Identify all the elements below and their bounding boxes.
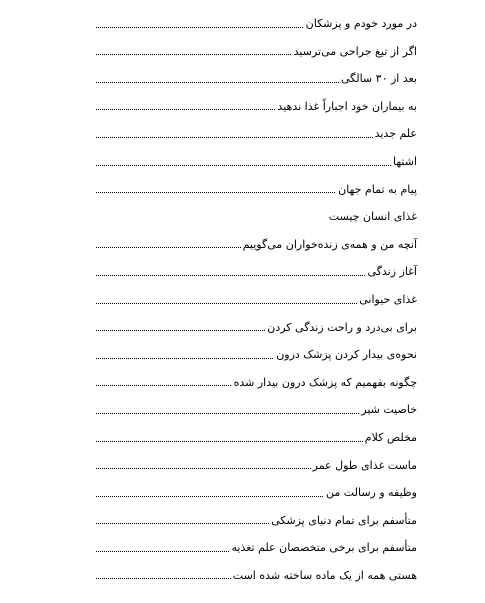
toc-entry <box>96 63 417 91</box>
toc-section-heading <box>96 201 417 229</box>
toc-entry-title: خاصیت شیر <box>359 396 417 424</box>
toc-entry <box>96 560 417 588</box>
toc-entry <box>96 450 417 478</box>
toc-entry <box>96 256 417 284</box>
toc-entry <box>96 339 417 367</box>
toc-entry-title: علم جدید <box>373 120 417 148</box>
toc-entry-title: متأسفم برای تمام دنیای پزشکی <box>269 507 417 535</box>
toc-entry <box>96 312 417 340</box>
toc-entry-title: برای بی‌درد و راحت زندگی کردن <box>265 314 417 342</box>
toc-entry <box>96 36 417 64</box>
dot-leader <box>96 165 417 166</box>
toc-entry <box>96 91 417 119</box>
toc-entry-title: ماست غذای طول عمر <box>311 452 417 480</box>
toc-entry-title: در مورد خودم و پزشکان <box>304 10 417 38</box>
toc-entry-title: وظیفه و رسالت من <box>324 479 417 507</box>
toc-entry-title: بعد از ۳۰ سالگی <box>339 65 417 93</box>
toc-entry-title: چگونه بفهمیم که پزشک درون بیدار شده <box>232 369 417 397</box>
toc-entry <box>96 477 417 505</box>
toc-entry-title: آنچه من و همه‌ی زنده‌خواران می‌گوییم <box>241 231 417 259</box>
toc-entry <box>96 8 417 36</box>
toc-entry <box>96 532 417 560</box>
toc-entry <box>96 284 417 312</box>
toc-entry-title: هستی همه از یک ماده ساخته شده است <box>231 562 417 590</box>
toc-entry-title: اشتها <box>391 148 417 176</box>
toc-entry <box>96 118 417 146</box>
dot-leader <box>96 137 417 138</box>
toc-entry-title: اگر از تیغ جراحی می‌ترسید <box>292 38 417 66</box>
toc-entry-title: نحوه‌ی بیدار کردن پزشک درون <box>274 341 417 369</box>
toc-entry-title: آغاز زندگی <box>365 258 417 286</box>
toc-entry <box>96 505 417 533</box>
toc-entry <box>96 174 417 202</box>
toc-entry-title: غذای حیوانی <box>357 286 417 314</box>
toc-entry-title: مخلص کلام <box>363 424 417 452</box>
toc-entry-title: متأسفم برای برخی متخصصان علم تغذیه <box>230 534 418 562</box>
table-of-contents <box>96 8 417 587</box>
toc-entry <box>96 394 417 422</box>
toc-entry-title: به بیماران خود اجباراً غذا ندهید <box>275 93 417 121</box>
toc-entry-title: پیام به تمام جهان <box>336 176 417 204</box>
toc-entry <box>96 146 417 174</box>
toc-entry-title: غذای انسان چیست <box>327 203 417 231</box>
toc-entry <box>96 422 417 450</box>
toc-entry <box>96 229 417 257</box>
toc-entry <box>96 367 417 395</box>
